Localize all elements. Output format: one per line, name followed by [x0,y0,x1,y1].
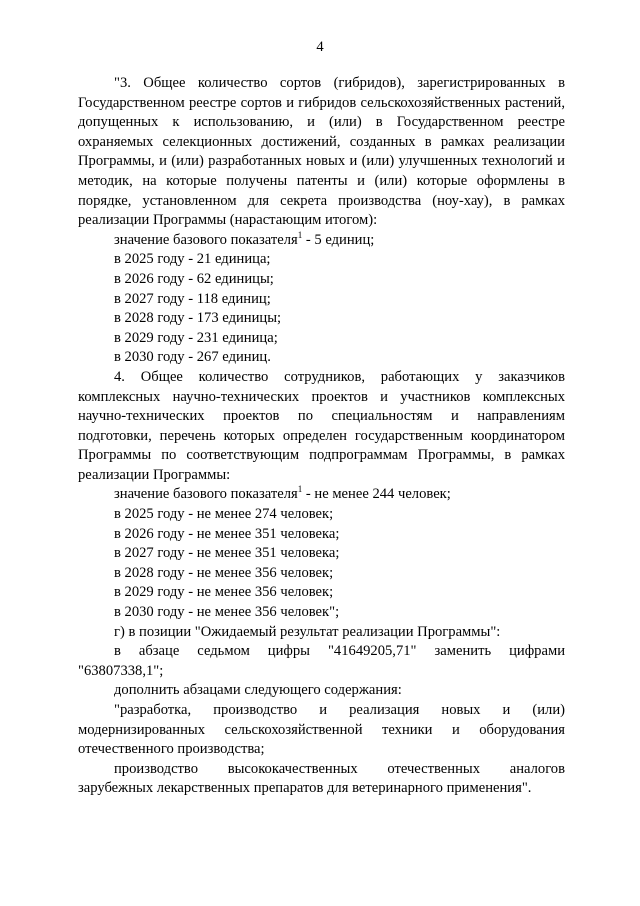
section-3-paragraph: "3. Общее количество сортов (гибридов), зарегистрированных в Государственном реестре сортов и гибридов сельскохозяйственных растений, допущенных к использованию, и (или) в Государственном реестре охраняемых селекционных достижений, созданных в рамках реализации Программы, и (или) разработанных новых и (или) улучшенных технологий и методик, на которые получены патенты и (или) которые оформлены в порядке, установленном для секрета производства (ноу-хау), в рамках реализации Программы (нарастающим итогом): [78,75,565,229]
section-4-year-2026: в 2026 году - не менее 351 человека; [114,525,340,542]
footnote-ref: 1 [297,484,303,495]
base-value: - не менее 244 человек; [302,486,451,503]
section-3-year-2030: в 2030 году - 267 единиц. [114,349,271,366]
section-3-year-2026: в 2026 году - 62 единицы; [114,270,274,287]
section-3-year-2025: в 2025 году - 21 единица; [114,251,271,268]
section-4-paragraph: 4. Общее количество сотрудников, работающих у заказчиков комплексных научно-технических проектов и участников комплексных научно-технических проектов по специальностям и направлениям подготовки, перечень которых определен государственным координатором Программы по соответствующим подпрограммам Программы, в рамках реализации Программы: [78,368,565,483]
supplement-intro: дополнить абзацами следующего содержания: [114,682,402,699]
document-body [78,74,565,799]
quote-paragraph-1: "разработка, производство и реализация новых и (или) модернизированных сельскохозяйственной техники и оборудования отечественного производства; [78,702,565,758]
base-label: значение базового показателя [114,486,298,503]
base-label: значение базового показателя [114,231,298,248]
section-4-year-2028: в 2028 году - не менее 356 человек; [114,564,334,581]
section-3-year-2028: в 2028 году - 173 единицы; [114,310,282,327]
section-3-base-value [78,231,565,251]
section-4-year-2027: в 2027 году - не менее 351 человека; [114,545,340,562]
section-3-year-2027: в 2027 году - 118 единиц; [114,290,271,307]
section-4-year-2025: в 2025 году - не менее 274 человек; [114,506,334,523]
section-3-year-2029: в 2029 году - 231 единица; [114,329,278,346]
section-4-base-value [78,485,565,505]
section-4-year-2029: в 2029 году - не менее 356 человек; [114,584,334,601]
footnote-ref: 1 [297,229,303,240]
page-number: 4 [316,39,324,55]
section-4-year-2030: в 2030 году - не менее 356 человек"; [114,604,340,621]
replace-paragraph: в абзаце седьмом цифры "41649205,71" заменить цифрами "63807338,1"; [78,643,565,679]
base-value: - 5 единиц; [302,231,375,248]
item-g-heading: г) в позиции "Ожидаемый результат реализации Программы": [114,623,501,640]
quote-paragraph-2: производство высококачественных отечественных аналогов зарубежных лекарственных препаратов для ветеринарного применения". [78,760,565,797]
